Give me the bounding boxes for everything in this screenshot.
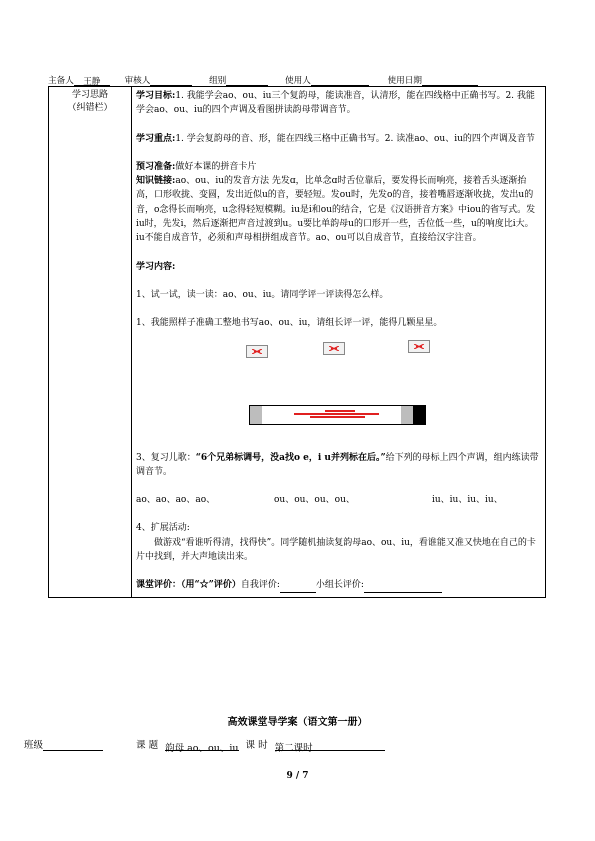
period-label: 课 时 [245,740,268,751]
content-column [132,87,546,598]
notes-column [49,87,132,598]
group-blank[interactable] [226,75,268,86]
goal-text: 1. 我能学会ao、ou、iu三个复韵母，能读准音，认清形，能在四线格中正确书写。2. 我能学会ao、ou、iu的四个声调及看图拼读韵母带调音节。 [136,91,535,116]
vowels-ou: ou、ou、ou、ou、 [274,495,355,506]
self-eval-label: 自我评价: [240,580,280,591]
preparer-name: 王静 [74,75,110,86]
date-blank[interactable] [422,75,478,86]
self-eval-blank[interactable] [280,582,316,593]
link-label: 知识链接: [136,176,176,187]
key-label: 学习重点: [136,133,176,144]
item-2: 1、我能照样子准确工整地书写ao、ou、iu，请组长评一评，能得几颗星星。 [136,318,443,329]
group-eval-label: 小组长评价: [315,580,364,591]
item3-prefix: 3、复习儿歌： [136,452,196,463]
prep-text: 做好本课的拼音卡片 [175,161,257,172]
page-number: 9 / 7 [286,771,309,781]
preparer-label: 主备人 [48,76,74,86]
eval-label: 课堂评价：（用“☆”评价） [136,580,241,591]
star-rating-row [136,335,540,375]
item-4-title: 4、扩展活动: [136,523,190,534]
star-icon[interactable] [246,345,268,358]
item-1: 1、试一试，读一读：ao、ou、iu。请同学评一评读得怎么样。 [136,289,389,300]
star-icon[interactable] [323,342,345,355]
page-title: 高效课堂导学案（语文第一册） [227,717,368,728]
preparation [136,160,540,174]
footer-row [24,737,385,754]
notes-subtitle: （纠错栏） [67,103,113,113]
class-evaluation [136,578,540,592]
vowels-ao: ao、ao、ao、ao、 [136,495,216,506]
item3-suffix: 给下列的母标上四个声调，组内练读带调音节。 [136,452,539,477]
notes-title: 学习思路 [71,90,108,100]
item-4-text: 做游戏“看谁听得清，找得快”。同学随机抽读复韵母ao、ou、iu，看谁能又准又快地在自己的卡片中找到，并大声地读出来。 [136,537,536,563]
header-row [48,74,546,86]
tone-practice-row [136,493,540,507]
prep-label: 预习准备: [136,161,176,172]
goal-label: 学习目标: [136,91,176,101]
learning-goals [136,89,540,118]
class-blank[interactable] [43,740,103,751]
knowledge-link [136,174,540,245]
star-icon[interactable] [408,340,430,353]
key-text: 1. 学会复韵母的音、形，能在四线三格中正确书写。2. 读准ao、ou、iu的四个声调及音节 [175,133,535,144]
group-eval-blank[interactable] [364,582,442,593]
key-points [136,132,540,146]
topic-value: 韵母 ao、ou、iu [165,740,238,751]
vowels-iu: iu、iu、iu、iu、 [432,495,503,506]
period-value: 第二课时 [275,740,385,751]
reviewer-blank[interactable] [150,75,192,86]
date-label: 使用日期 [387,76,422,86]
reviewer-label: 审核人 [124,76,151,86]
content-label: 学习内容: [136,261,176,272]
item-3 [136,451,540,480]
user-blank[interactable] [311,75,369,86]
lesson-table [48,86,546,598]
class-label: 班级 [24,740,44,751]
item3-rhyme: “6个兄弟标调号，没a找o e，i u并列标在后。” [195,452,386,463]
link-text: ao、ou、iu的发音方法 先发ɑ，比单念ɑ时舌位靠后，要发得长而响亮，接着舌头逐渐抬高，口形收拢、变圆，发出近似u的音，要轻短。发ou时，先发o的音，接着嘴唇逐渐收拢，发出u的音，o念得长而响亮，u念得轻短模糊。iu是i和ou的结合，它是《汉语拼音方案》中iou的省写式。发iu时，先发i，然后逐渐把声音过渡到u。u要比单韵母u的口形开一些，舌位低一些，u的响度比i大。iu不能自成音节，必须和声母相拼组成音节。ao、ou可以自成音节，直接给汉字注音。 [136,176,536,244]
topic-label: 课 题 [136,740,159,751]
content-heading [136,260,540,274]
user-label: 使用人 [285,76,311,86]
writing-sample-bar [249,405,426,425]
group-label: 组别 [209,76,227,86]
